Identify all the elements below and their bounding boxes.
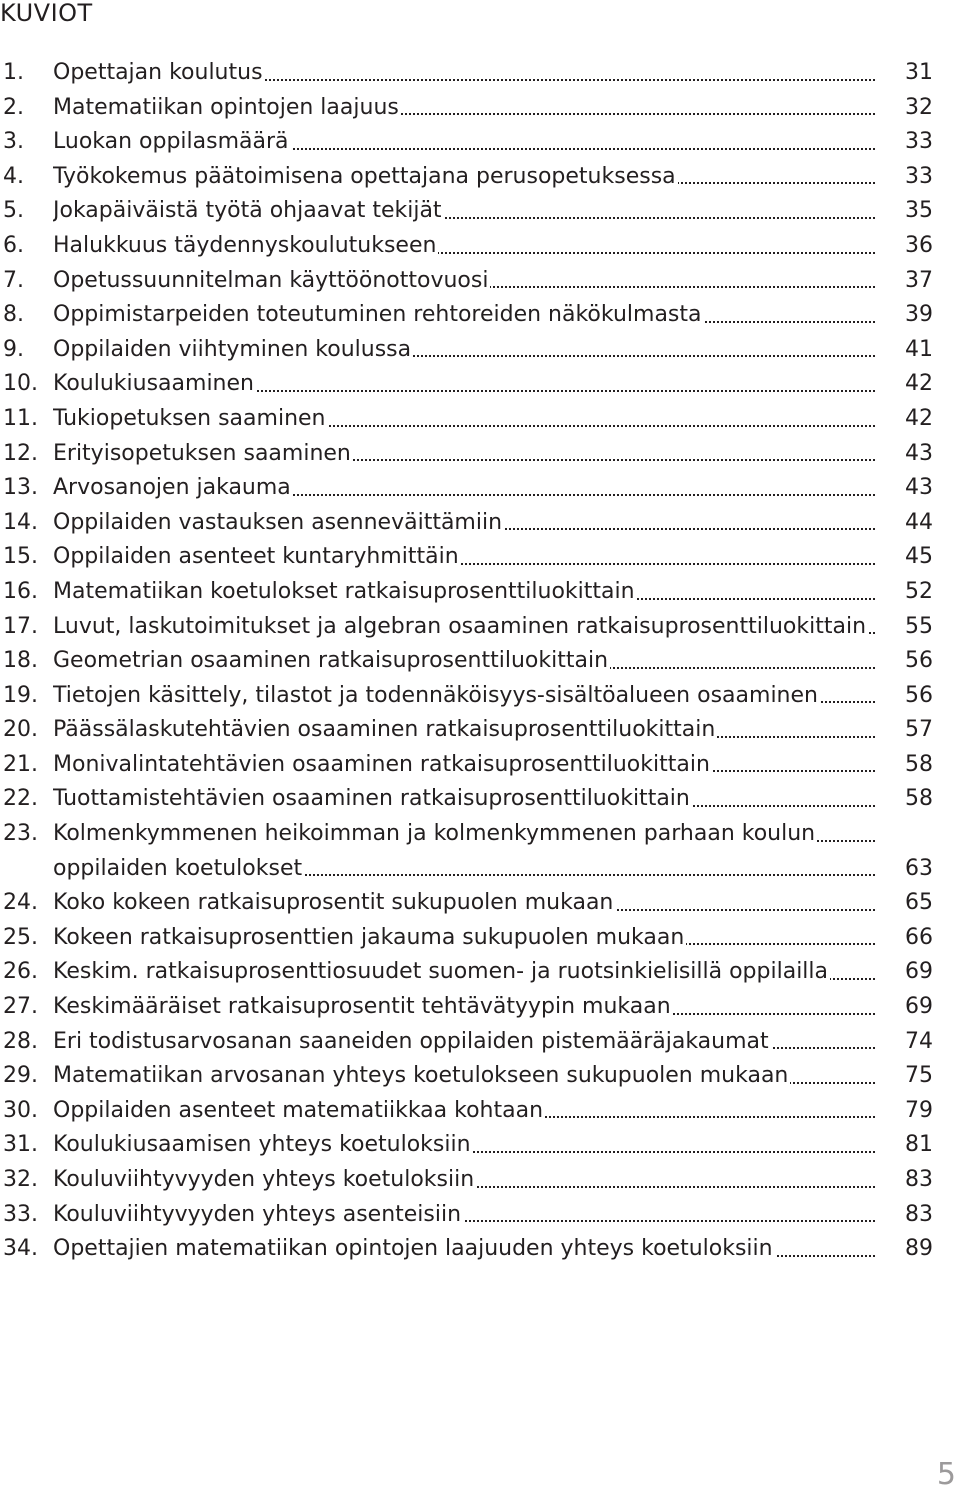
toc-entry-number: 32. bbox=[3, 1167, 38, 1192]
toc-entry[interactable] bbox=[3, 1128, 933, 1163]
toc-entry-page: 79 bbox=[905, 1097, 933, 1123]
toc-entry[interactable] bbox=[3, 990, 933, 1025]
toc-entry-title: Keskim. ratkaisuprosenttiosuudet suomen- ja ruotsinkielisillä oppilailla bbox=[53, 959, 829, 985]
toc-entry-number: 12. bbox=[3, 440, 38, 466]
toc-entry-title: Monivalintatehtävien osaaminen ratkaisuprosenttiluokittain bbox=[53, 751, 710, 777]
toc-entry-title: Geometrian osaaminen ratkaisuprosenttiluokittain bbox=[53, 648, 609, 674]
toc-entry[interactable] bbox=[3, 56, 933, 91]
toc-entry-number: 21. bbox=[3, 751, 38, 777]
toc-entry-number: 30. bbox=[3, 1097, 38, 1123]
toc-entry-number: 13. bbox=[3, 475, 38, 501]
toc-entry-title: Eri todistusarvosanan saaneiden oppilaiden pistemääräjakaumat bbox=[53, 1028, 769, 1054]
toc-entry[interactable] bbox=[3, 437, 933, 472]
toc-entry-title-line bbox=[53, 125, 875, 160]
toc-entry-number: 34. bbox=[3, 1236, 38, 1262]
toc-entry-title: Opettajien matematiikan opintojen laajuuden yhteys koetuloksiin bbox=[53, 1236, 773, 1262]
toc-entry-number: 26. bbox=[3, 959, 38, 985]
toc-entry-number: 20. bbox=[3, 717, 38, 743]
toc-entry[interactable] bbox=[3, 125, 933, 160]
toc-entry-title-line bbox=[53, 921, 875, 956]
toc-entry-number: 11. bbox=[3, 405, 38, 431]
toc-entry-title-line bbox=[53, 298, 875, 333]
toc-entry-number: 9. bbox=[3, 336, 24, 362]
toc-entry-title: Oppilaiden asenteet kuntaryhmittäin bbox=[53, 544, 459, 570]
toc-entry[interactable] bbox=[3, 644, 933, 679]
toc-entry[interactable] bbox=[3, 1163, 933, 1198]
toc-entry[interactable] bbox=[3, 402, 933, 437]
toc-entry-title-line bbox=[53, 679, 875, 714]
toc-entry-number: 10. bbox=[3, 371, 38, 397]
toc-entry-number: 4. bbox=[3, 163, 24, 189]
toc-entry-page: 56 bbox=[905, 648, 933, 674]
toc-entry-page: 63 bbox=[905, 855, 933, 881]
toc-entry-page: 74 bbox=[905, 1028, 933, 1054]
toc-entry-number: 22. bbox=[3, 786, 38, 812]
toc-entry-number: 5. bbox=[3, 198, 24, 224]
toc-entry[interactable] bbox=[3, 298, 933, 333]
toc-entry-number: 2. bbox=[3, 94, 24, 120]
toc-entry[interactable] bbox=[3, 1198, 933, 1233]
toc-entry[interactable] bbox=[3, 886, 933, 921]
toc-entry-page: 66 bbox=[905, 924, 933, 950]
toc-entry-title: oppilaiden koetulokset bbox=[53, 855, 303, 881]
toc-entry[interactable] bbox=[3, 1094, 933, 1129]
toc-entry-title-line bbox=[53, 610, 875, 645]
toc-entry-title-line bbox=[53, 575, 875, 610]
toc-entry[interactable] bbox=[3, 852, 933, 887]
toc-entry-title-line bbox=[53, 367, 875, 402]
toc-entry-number: 14. bbox=[3, 509, 38, 535]
toc-entry-title-line bbox=[53, 194, 875, 229]
toc-entry[interactable] bbox=[3, 540, 933, 575]
toc-entry-title: Kouluviihtyvyyden yhteys asenteisiin bbox=[53, 1201, 462, 1227]
toc-entry-title-line bbox=[53, 817, 875, 852]
toc-entry-title: Oppilaiden viihtyminen koulussa bbox=[53, 336, 412, 362]
toc-entry-title-line bbox=[53, 990, 875, 1025]
toc-entry-page: 37 bbox=[905, 267, 933, 293]
toc-entry-number: 28. bbox=[3, 1028, 38, 1054]
toc-entry-page: 83 bbox=[905, 1167, 933, 1192]
toc-entry-title: Tuottamistehtävien osaaminen ratkaisuprosenttiluokittain bbox=[53, 786, 690, 812]
toc-entry-title-line bbox=[53, 644, 875, 679]
toc-entry-title-line bbox=[53, 506, 875, 541]
toc-entry-number: 3. bbox=[3, 129, 24, 155]
toc-entry[interactable] bbox=[3, 679, 933, 714]
toc-entry[interactable] bbox=[3, 817, 933, 852]
toc-entry-title: Erityisopetuksen saaminen bbox=[53, 440, 351, 466]
toc-entry-title: Koulukiusaaminen bbox=[53, 371, 254, 397]
toc-entry-title-line bbox=[53, 1025, 875, 1060]
toc-entry-page: 33 bbox=[905, 129, 933, 155]
page-number: 5 bbox=[936, 1457, 956, 1492]
toc-entry[interactable] bbox=[3, 264, 933, 299]
toc-entry-page: 55 bbox=[905, 613, 933, 639]
toc-entry-title: Kokeen ratkaisuprosenttien jakauma sukupuolen mukaan bbox=[53, 924, 685, 950]
toc-entry-title-line bbox=[53, 264, 875, 299]
toc-entry[interactable] bbox=[3, 748, 933, 783]
toc-entry[interactable] bbox=[3, 713, 933, 748]
toc-entry-title-line bbox=[53, 229, 875, 264]
toc-entry-title-line bbox=[53, 955, 875, 990]
toc-entry-number: 27. bbox=[3, 994, 38, 1020]
toc-entry-title: Matematiikan arvosanan yhteys koetulokseen sukupuolen mukaan bbox=[53, 1063, 789, 1089]
toc-entry[interactable] bbox=[3, 921, 933, 956]
toc-entry-title-line bbox=[53, 402, 875, 437]
toc-entry[interactable] bbox=[3, 367, 933, 402]
toc-entry-title: Opetussuunnitelman käyttöönottovuosi bbox=[53, 267, 489, 293]
toc-entry-page: 42 bbox=[905, 371, 933, 397]
toc-entry-title-line bbox=[53, 1198, 875, 1233]
toc-entry-title: Kouluviihtyvyyden yhteys koetuloksiin bbox=[53, 1167, 475, 1192]
toc-entry-title: Luokan oppilasmäärä bbox=[53, 129, 289, 155]
toc-entry-title-line bbox=[53, 886, 875, 921]
toc-entry-page: 69 bbox=[905, 959, 933, 985]
toc-entry[interactable] bbox=[3, 91, 933, 126]
toc-entry-title: Työkokemus päätoimisena opettajana perusopetuksessa bbox=[53, 163, 676, 189]
toc-entry-page: 45 bbox=[905, 544, 933, 570]
toc-entry-page: 35 bbox=[905, 198, 933, 224]
toc-entry-page: 58 bbox=[905, 751, 933, 777]
toc-entry-title: Koulukiusaamisen yhteys koetuloksiin bbox=[53, 1132, 471, 1158]
toc-entry-number: 17. bbox=[3, 613, 38, 639]
toc-entry-page: 33 bbox=[905, 163, 933, 189]
toc-entry-page: 56 bbox=[905, 682, 933, 708]
toc-entry-title-line bbox=[53, 713, 875, 748]
toc-entry-title-line bbox=[53, 748, 875, 783]
toc-entry-page: 69 bbox=[905, 994, 933, 1020]
toc-entry-page: 81 bbox=[905, 1132, 933, 1158]
toc-entry[interactable] bbox=[3, 610, 933, 645]
toc-entry-title-line bbox=[53, 540, 875, 575]
toc-entry-page: 44 bbox=[905, 509, 933, 535]
toc-entry-page: 43 bbox=[905, 440, 933, 466]
toc-entry-page: 75 bbox=[905, 1063, 933, 1089]
toc-entry[interactable] bbox=[3, 194, 933, 229]
toc-entry-title: Matematiikan opintojen laajuus bbox=[53, 94, 399, 120]
toc-entry-number: 6. bbox=[3, 232, 24, 258]
toc-entry-title-line bbox=[53, 56, 875, 91]
toc-entry-title-line bbox=[53, 852, 875, 887]
toc-entry-number: 18. bbox=[3, 648, 38, 674]
toc-entry-title: Koko kokeen ratkaisuprosentit sukupuolen mukaan bbox=[53, 890, 614, 916]
toc-entry-number: 16. bbox=[3, 578, 38, 604]
toc-entry-number: 29. bbox=[3, 1063, 38, 1089]
toc-entry-title-line bbox=[53, 1128, 875, 1163]
toc-entry-title-line bbox=[53, 1059, 875, 1094]
toc-entry-number: 24. bbox=[3, 890, 38, 916]
toc-entry[interactable] bbox=[3, 229, 933, 264]
toc-entry-number: 25. bbox=[3, 924, 38, 950]
toc-entry-page: 31 bbox=[905, 60, 933, 85]
toc-entry[interactable] bbox=[3, 471, 933, 506]
toc-entry-title: Luvut, laskutoimitukset ja algebran osaaminen ratkaisuprosenttiluokittain bbox=[53, 613, 867, 639]
toc-entry-title-line bbox=[53, 91, 875, 126]
toc-entry-title: Keskimääräiset ratkaisuprosentit tehtävätyypin mukaan bbox=[53, 994, 671, 1020]
toc-entry-page: 32 bbox=[905, 94, 933, 120]
toc-entry-page: 89 bbox=[905, 1236, 933, 1262]
toc-entry[interactable] bbox=[3, 782, 933, 817]
toc-entry-number: 33. bbox=[3, 1201, 38, 1227]
toc-entry-title: Tietojen käsittely, tilastot ja todennäköisyys-sisältöalueen osaaminen bbox=[53, 682, 818, 708]
toc-entry-page: 39 bbox=[905, 302, 933, 328]
toc-entry[interactable] bbox=[3, 1059, 933, 1094]
toc-entry-title: Tukiopetuksen saaminen bbox=[53, 405, 326, 431]
toc-entry-page: 52 bbox=[905, 578, 933, 604]
toc-entry-title: Oppimistarpeiden toteutuminen rehtoreiden näkökulmasta bbox=[53, 302, 702, 328]
toc-entry-title-line bbox=[53, 437, 875, 472]
toc-entry[interactable] bbox=[3, 575, 933, 610]
toc-entry-page: 65 bbox=[905, 890, 933, 916]
toc-entry-page: 41 bbox=[905, 336, 933, 362]
table-of-figures bbox=[3, 56, 933, 1267]
toc-entry-title: Opettajan koulutus bbox=[53, 60, 263, 85]
toc-entry-page: 57 bbox=[905, 717, 933, 743]
toc-entry-title-line bbox=[53, 1163, 875, 1198]
toc-entry-title-line bbox=[53, 160, 875, 195]
toc-entry-page: 58 bbox=[905, 786, 933, 812]
toc-entry[interactable] bbox=[3, 955, 933, 990]
toc-entry-title-line bbox=[53, 782, 875, 817]
toc-entry-number: 15. bbox=[3, 544, 38, 570]
toc-entry-title-line bbox=[53, 1232, 875, 1267]
toc-entry[interactable] bbox=[3, 506, 933, 541]
toc-entry[interactable] bbox=[3, 1232, 933, 1267]
toc-entry-page: 42 bbox=[905, 405, 933, 431]
toc-entry-number: 7. bbox=[3, 267, 24, 293]
toc-entry-title: Matematiikan koetulokset ratkaisuprosenttiluokittain bbox=[53, 578, 635, 604]
page-heading: KUVIOT bbox=[0, 0, 93, 27]
toc-entry-number: 19. bbox=[3, 682, 38, 708]
toc-entry-title: Kolmenkymmenen heikoimman ja kolmenkymmenen parhaan koulun bbox=[53, 821, 816, 847]
toc-entry-title: Oppilaiden asenteet matematiikkaa kohtaan bbox=[53, 1097, 544, 1123]
toc-entry-title: Oppilaiden vastauksen asenneväittämiin bbox=[53, 509, 503, 535]
toc-entry-page: 43 bbox=[905, 475, 933, 501]
toc-entry[interactable] bbox=[3, 333, 933, 368]
toc-entry[interactable] bbox=[3, 1025, 933, 1060]
toc-entry-number: 8. bbox=[3, 302, 24, 328]
toc-entry-title-line bbox=[53, 1094, 875, 1129]
toc-entry[interactable] bbox=[3, 160, 933, 195]
toc-entry-number: 31. bbox=[3, 1132, 38, 1158]
toc-entry-title: Halukkuus täydennyskoulutukseen bbox=[53, 232, 437, 258]
toc-entry-number: 1. bbox=[3, 60, 24, 85]
toc-entry-title: Jokapäiväistä työtä ohjaavat tekijät bbox=[53, 198, 442, 224]
toc-entry-title: Päässälaskutehtävien osaaminen ratkaisuprosenttiluokittain bbox=[53, 717, 716, 743]
toc-entry-page: 36 bbox=[905, 232, 933, 258]
toc-entry-title-line bbox=[53, 333, 875, 368]
toc-entry-title-line bbox=[53, 471, 875, 506]
toc-entry-number: 23. bbox=[3, 821, 38, 847]
toc-entry-title: Arvosanojen jakauma bbox=[53, 475, 291, 501]
toc-entry-page: 83 bbox=[905, 1201, 933, 1227]
